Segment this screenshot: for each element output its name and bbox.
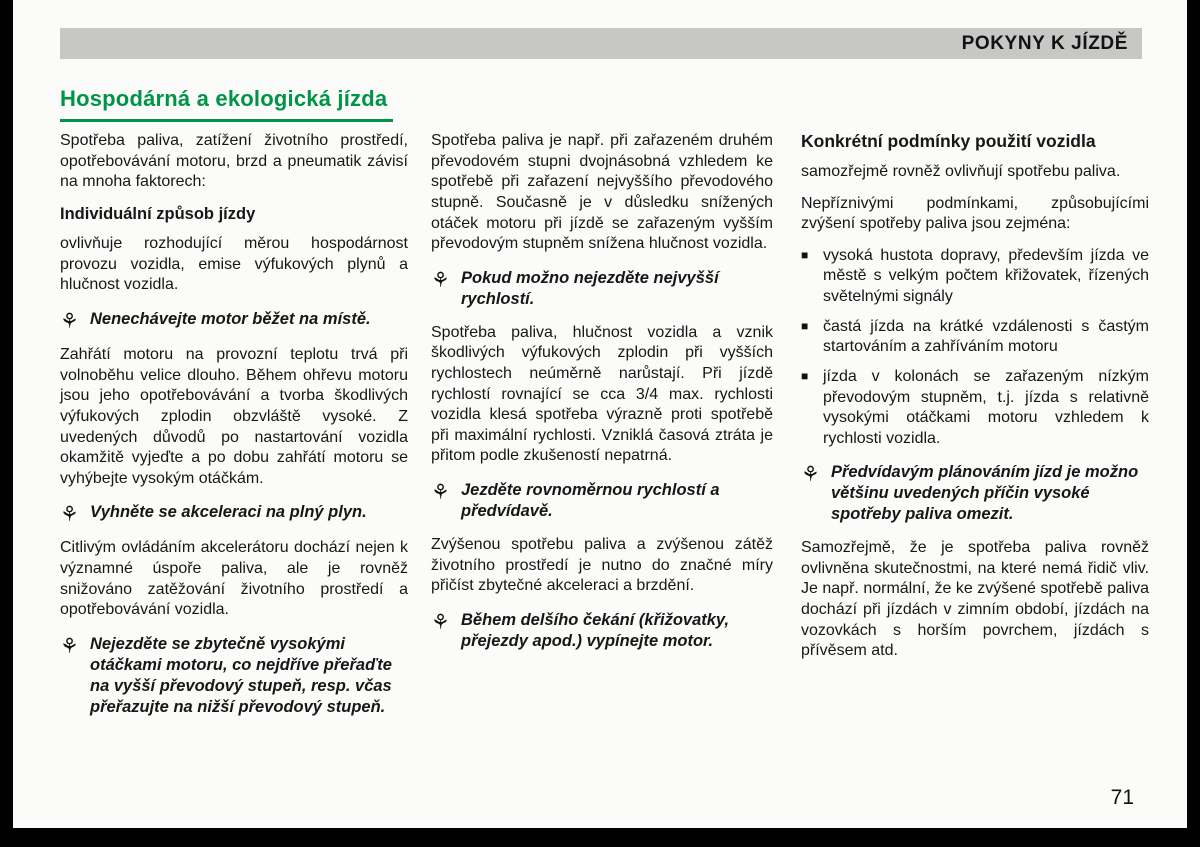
eco-tip [431,610,773,652]
flower-icon: ⚘ [431,268,450,292]
bullet-text: častá jízda na krátké vzdálenosti s častým startováním a zahříváním motoru [823,317,1149,356]
flower-icon: ⚘ [60,634,79,658]
sub-heading: Konkrétní podmínky použití vozidla [801,131,1096,151]
flower-icon: ⚘ [60,503,79,527]
paragraph: Zvýšenou spotřebu paliva a zvýšenou zátěž životního prostředí je nutno do značné míry přičíst zbytečné akceleraci a brzdění. [431,535,773,595]
sub-heading: Individuální způsob jízdy [60,204,256,223]
paragraph: Nepříznivými podmínkami, způsobujícími zvýšení spotřeby paliva jsou zejména: [801,194,1149,233]
eco-tip [60,309,408,332]
paragraph: Zahřátí motoru na provozní teplotu trvá při volnoběhu velice dlouho. Během ohřevu motoru jsou jeho opotřebovávání a tvorba škodlivých výfukových zplodin obzvláště vysoké. Z uvedených důvodů po nastartování vozidla okamžitě vyjeďte a po dobu zahřátí motoru se vyhýbejte vysokým otáčkám. [60,346,408,487]
paragraph: Samozřejmě, že je spotřeba paliva rovněž ovlivněna skutečnostmi, na které nemá řidič vliv. Je např. normální, že ke zvýšené spotřebě paliva dochází při jízdách v zimním období, jízdách na vozovkách s horším povrchem, jízdách s přívěsem atd. [801,539,1149,660]
flower-icon: ⚘ [60,310,79,334]
paragraph: Spotřeba paliva, hlučnost vozidla a vznik škodlivých výfukových zplodin při vyšších rychlostech neúměrně narůstají. Při jízdě rychlostí rovnající se cca 3/4 max. rychlosti vozidla klesá spotřeba výrazně proti spotřebě při maximální rychlosti. Vzniklá časová ztráta je přitom podle zkušeností nepatrná. [431,323,773,465]
eco-tip-text: Během delšího čekání (křižovatky, přejezdy apod.) vypínejte motor. [461,610,730,650]
eco-tip-text: Předvídavým plánováním jízd je možno většinu uvedených příčin vysoké spotřeby paliva omezit. [831,463,1139,524]
eco-tip [60,634,408,718]
eco-tip [431,268,773,310]
bullet-item [801,246,1149,308]
page-header-bar [60,28,1142,59]
manual-page [13,0,1187,828]
text-column-1 [60,131,408,731]
bullet-square-icon: ■ [801,318,809,333]
eco-tip [801,462,1149,525]
flower-icon: ⚘ [431,481,450,505]
bullet-square-icon: ■ [801,247,809,262]
flower-icon: ⚘ [801,463,820,487]
bullet-square-icon: ■ [801,368,809,383]
section-title: Hospodárná a ekologická jízda [60,86,393,122]
eco-tip [60,502,408,525]
bullet-text: jízda v kolonách se zařazeným nízkým převodovým stupněm, t.j. jízda s relativně vysokými otáčkami motoru vzhledem k rychlosti vozidla. [823,367,1149,447]
eco-tip-text: Nejezděte se zbytečně vysokými otáčkami motoru, co nejdříve přeřaďte na vyšší převodový stupeň, resp. včas přeřazujte na nižší převodový stupeň. [90,634,392,716]
paragraph: Spotřeba paliva je např. při zařazeném druhém převodovém stupni dvojnásobná vzhledem ke spotřebě při zařazení nejvyššího převodového stupně. Současně je v důsledku snížených otáček motoru při jízdě se zařazeným vyšším převodovým stupněm snížena hlučnost vozidla. [431,132,773,253]
bullet-item [801,317,1149,358]
header-title: POKYNY K JÍZDĚ [961,32,1128,54]
eco-tip-text: Pokud možno nejezděte nejvyšší rychlostí. [461,268,719,308]
paragraph: samozřejmě rovněž ovlivňují spotřebu paliva. [801,162,1121,180]
bullet-item [801,367,1149,450]
flower-icon: ⚘ [431,610,450,634]
eco-tip-text: Vyhněte se akceleraci na plný plyn. [90,503,367,522]
eco-tip-text: Jezděte rovnoměrnou rychlostí a předvídavě. [461,481,720,520]
paragraph: Spotřeba paliva, zatížení životního prostředí, opotřebovávání motoru, brzd a pneumatik závisí na mnoha faktorech: [60,132,408,191]
eco-tip [431,480,773,522]
text-column-3 [801,131,1149,673]
text-column-2 [431,131,773,665]
eco-tip-text: Nenechávejte motor běžet na místě. [90,310,371,329]
bullet-text: vysoká hustota dopravy, především jízda ve městě s velkým počtem křižovatek, řízených světelnými signály [823,246,1149,305]
page-number: 71 [1110,786,1134,809]
paragraph: ovlivňuje rozhodující měrou hospodárnost provozu vozidla, emise výfukových plynů a hlučnost vozidla. [60,235,408,294]
paragraph: Citlivým ovládáním akcelerátoru dochází nejen k významné úspoře paliva, ale je rovněž snižováno zatěžování životního prostředí a opotřebovávání vozidla. [60,539,408,619]
